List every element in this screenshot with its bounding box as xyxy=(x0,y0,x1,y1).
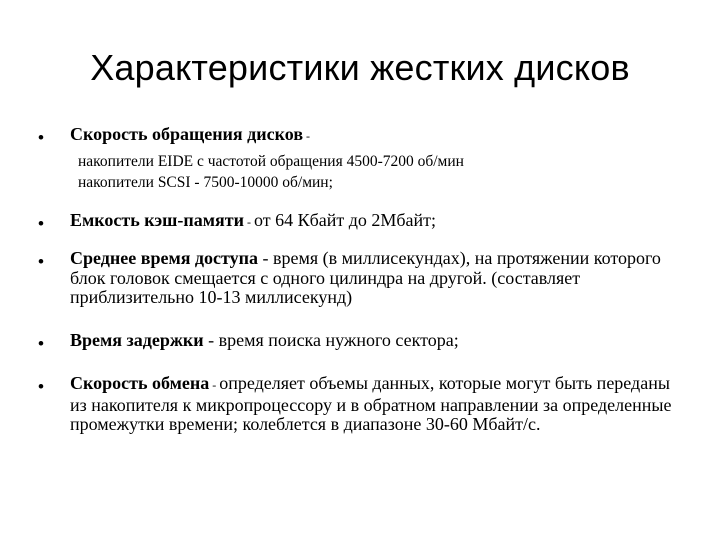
item-term: Скорость обращения дисков xyxy=(70,124,304,144)
bullet-item-cache-size xyxy=(70,211,680,233)
item-description: определяет объемы данных, которые могут быть переданы из накопителя к микропроцессору и в обратном направлении за определенные промежутки времени; колеблется в диапазоне 30-60 Мбайт/с. xyxy=(70,373,672,434)
subline-scsi: накопители SCSI - 7500-10000 об/мин; xyxy=(78,174,333,191)
item-description: от 64 Кбайт до 2Мбайт; xyxy=(253,210,437,230)
subline-eide: накопители EIDE с частотой обращения 4500-7200 об/мин xyxy=(78,153,464,170)
bullet-item-latency xyxy=(70,331,680,351)
item-separator: - xyxy=(203,330,219,350)
bullet-marker: • xyxy=(38,128,44,147)
bullet-marker: • xyxy=(38,334,44,353)
item-description: время поиска нужного сектора; xyxy=(218,330,459,350)
item-description: время (в миллисекундах), на протяжении которого блок головок смещается с одного цилиндра на другой. (составляет приблизительно 10-13 миллисекунд) xyxy=(70,248,661,307)
item-term: Емкость кэш-памяти xyxy=(70,210,244,230)
slide-title: Характеристики жестких дисков xyxy=(90,47,630,88)
item-separator: - xyxy=(303,129,311,143)
item-separator: - xyxy=(209,378,220,392)
bullet-marker: • xyxy=(38,214,44,233)
item-term: Среднее время доступа xyxy=(70,248,259,268)
item-separator: - xyxy=(243,215,254,229)
bullet-marker: • xyxy=(38,377,44,396)
bullet-item-transfer-rate xyxy=(70,374,680,435)
bullet-item-average-access-time xyxy=(70,249,680,308)
item-separator: - xyxy=(258,248,274,268)
item-term: Скорость обмена xyxy=(70,373,210,393)
item-term: Время задержки xyxy=(70,330,204,350)
bullet-marker: • xyxy=(38,252,44,271)
bullet-item-disk-access-speed xyxy=(70,125,680,147)
